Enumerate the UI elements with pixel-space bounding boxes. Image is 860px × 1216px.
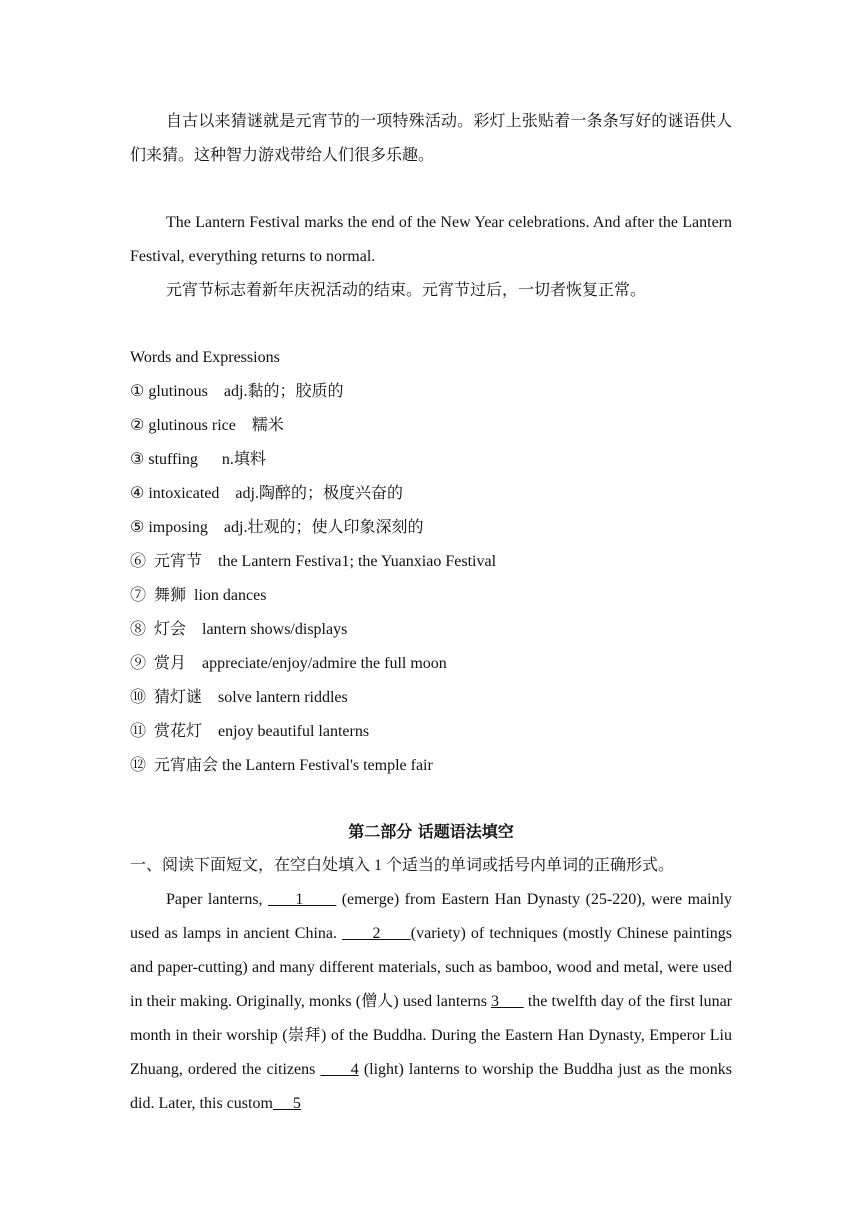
riddles-paragraph-zh: 自古以来猜谜就是元宵节的一项特殊活动。彩灯上张贴着一条条写好的谜语供人们来猜。这种智力游戏带给人们很多乐趣。 [130, 113, 732, 164]
word-item: ⑧ 灯会 lantern shows/displays [130, 621, 348, 638]
passage-text: the twelfth day of the first lunar month in their worship (崇拜) of the Buddha. During the Eastern Han Dynasty, Emperor Liu Zhuang, ordered the citizens [130, 993, 732, 1078]
word-item: ⑦ 舞狮 lion dances [130, 587, 267, 604]
word-item: ⑩ 猜灯谜 solve lantern riddles [130, 689, 348, 706]
section-heading: 第二部分 话题语法填空 [348, 822, 514, 841]
blank-1: 1 [268, 891, 337, 908]
word-item: ② glutinous rice 糯米 [130, 417, 284, 434]
blank-3: 3 [491, 993, 524, 1010]
words-and-expressions [130, 341, 732, 783]
blank-4: 4 [320, 1061, 359, 1078]
passage-text: (variety) of techniques (mostly Chinese paintings and paper-cutting) and many different materials, such as bamboo, wood and metal, were used in their making. Originally, monks (僧人) used lanterns [130, 925, 733, 1010]
word-item: ⑨ 赏月 appreciate/enjoy/admire the full moon [130, 655, 447, 672]
exercise-instruction: 一、阅读下面短文，在空白处填入 1 个适当的单词或括号内单词的正确形式。 [130, 857, 675, 874]
word-item: ⑪ 赏花灯 enjoy beautiful lanterns [130, 723, 370, 740]
word-item: ⑤ imposing adj.壮观的；使人印象深刻的 [130, 519, 424, 536]
word-item: ① glutinous adj.黏的；胶质的 [130, 383, 344, 400]
passage-text: (light) lanterns to worship the Buddha just as the monks did. Later, this custom [130, 1061, 733, 1112]
cloze-passage [130, 883, 732, 1121]
passage-text: Paper lanterns, [166, 891, 269, 908]
festival-end-paragraph-en: The Lantern Festival marks the end of the New Year celebrations. And after the Lantern Festival, everything returns to normal. [130, 214, 732, 265]
passage-text: (emerge) from Eastern Han Dynasty (25-220), were mainly used as lamps in ancient China. [130, 891, 733, 942]
word-item: ⑫ 元宵庙会 the Lantern Festival's temple fair [130, 757, 433, 774]
word-item: ⑥ 元宵节 the Lantern Festiva1; the Yuanxiao Festival [130, 553, 497, 570]
festival-end-paragraph-zh: 元宵节标志着新年庆祝活动的结束。元宵节过后，一切者恢复正常。 [166, 282, 647, 299]
word-item: ④ intoxicated adj.陶醉的；极度兴奋的 [130, 485, 403, 502]
blank-5: 5 [272, 1095, 301, 1112]
blank-2: 2 [342, 925, 411, 942]
words-title: Words and Expressions [130, 349, 280, 366]
word-item: ③ stuffing n.填料 [130, 451, 266, 468]
